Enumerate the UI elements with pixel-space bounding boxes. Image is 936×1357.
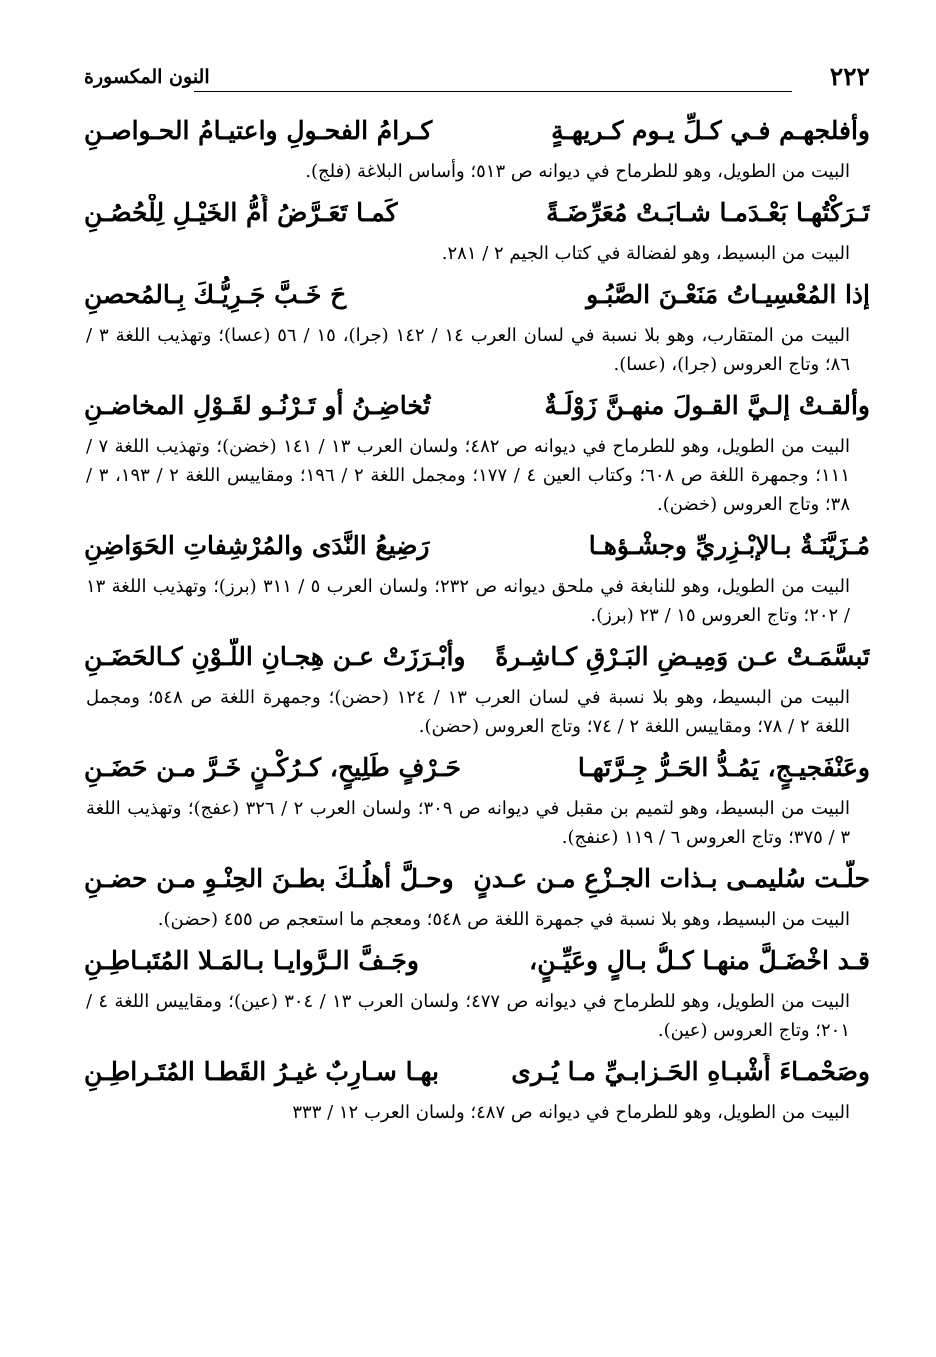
source-note: البيت من الطويل، وهو للطرماح في ديوانه ص ٥١٣؛ وأساس البلاغة (فلج).: [305, 161, 850, 182]
verse-entry: [84, 387, 870, 519]
first-hemistich: تَـرَكْتُهـا بَعْـدَمـا شـابَـتْ مُعَرِّضَـةً: [546, 198, 870, 227]
first-hemistich: وأفلجهـم فـي كـلِّ يـوم كـريهـةٍ: [551, 116, 870, 145]
first-hemistich: مُـزَيَّنَـةٌ بـالإبْـزِريِّ وجشْـؤهـا: [588, 531, 870, 560]
verse-entry: [84, 527, 870, 630]
second-hemistich: وأبْـرَزَتْ عـن هِجـانِ اللَّـوْنِ كـالحَضَـنِ: [84, 642, 466, 671]
verse-entry: [84, 276, 870, 379]
first-hemistich: وعَنْفَجيـجٍ، يَمُـدُّ الحَـرُّ جِـرَّتَهـا: [577, 753, 870, 782]
verse-entry: [84, 860, 870, 934]
second-hemistich: كـرامُ الفحـولِ واعتيـامُ الحـواصـنِ: [84, 116, 433, 145]
second-hemistich: حَـرْفٍ طَلِيحٍ، كـرُكْـنٍ خَـرَّ مـن حَضَـنِ: [84, 753, 462, 782]
verse-line: [84, 387, 870, 432]
second-hemistich: وجَـفَّ الـرَّوايـا بـالمَـلا المُتَبـاطِـنِ: [84, 946, 419, 975]
first-hemistich: تَبسَّمَـتْ عـن وَمِيـضِ البَـرْقِ كـاشِـرةً: [495, 642, 870, 671]
verse-entry: [84, 638, 870, 741]
second-hemistich: رَضِيعُ النَّدَى والمُرْشِفاتِ الحَوَاضِنِ: [84, 531, 430, 560]
verse-line: [84, 194, 870, 239]
verse-list: [84, 112, 870, 1135]
first-hemistich: وألقـتْ إلـيَّ القـولَ منهـنَّ زَوْلَـةٌ: [544, 391, 870, 420]
page-header: [84, 62, 870, 102]
source-note: البيت من الطويل، وهو للطرماح في ديوانه ص ٤٧٧؛ ولسان العرب ١٣ / ٣٠٤ (عين)؛ ومقاييس اللغة ٤ / ٢٠١؛ وتاج العروس (عين).: [86, 991, 850, 1041]
second-hemistich: تُخاضِـنُ أو تَـرْنُـو لقَـوْلِ المخاضـنِ: [84, 391, 431, 420]
source-note: البيت من البسيط، وهو لفضالة في كتاب الجيم ٢ / ٢٨١.: [441, 243, 850, 264]
source-note: البيت من البسيط، وهو بلا نسبة في لسان العرب ١٣ / ١٢٤ (حضن)؛ وجمهرة اللغة ص ٥٤٨؛ ومجمل اللغة ٢ / ٧٨؛ ومقاييس اللغة ٢ / ٧٤؛ وتاج العروس (حضن).: [86, 687, 850, 737]
first-hemistich: حلَّـت سُليمـى بـذات الجـزْعِ مـن عـدنٍ: [473, 864, 870, 893]
verse-entry: [84, 1053, 870, 1127]
page-number: ٢٢٢: [829, 62, 870, 91]
second-hemistich: وحـلَّ أهلُـكَ بطـنَ الحِنْـوِ مـن حضـنِ: [84, 864, 454, 893]
verse-line: [84, 638, 870, 683]
header-rule: [194, 91, 792, 92]
verse-entry: [84, 194, 870, 268]
verse-line: [84, 749, 870, 794]
source-note: البيت من المتقارب، وهو بلا نسبة في لسان العرب ١٤ / ١٤٢ (جرا)، ١٥ / ٥٦ (عسا)؛ وتهذيب اللغة ٣ / ٨٦؛ وتاج العروس (جرا)، (عسا).: [86, 325, 850, 375]
running-title: النون المكسورة: [84, 66, 210, 88]
verse-line: [84, 112, 870, 157]
source-note: البيت من البسيط، وهو لتميم بن مقبل في ديوانه ص ٣٠٩؛ ولسان العرب ٢ / ٣٢٦ (عفج)؛ وتهذيب اللغة ٣ / ٣٧٥؛ وتاج العروس ٦ / ١١٩ (عنفج).: [86, 798, 850, 848]
verse-entry: [84, 942, 870, 1045]
second-hemistich: بهـا سـارِبٌ غيـرُ القَطـا المُتَـراطِـنِ: [84, 1057, 440, 1086]
verse-line: [84, 942, 870, 987]
first-hemistich: وصَحْمـاءَ أَشْبـاهِ الحَـزابـيِّ مـا يُـرى: [511, 1057, 870, 1086]
source-note: البيت من البسيط، وهو بلا نسبة في جمهرة اللغة ص ٥٤٨؛ ومعجم ما استعجم ص ٤٥٥ (حضن).: [157, 909, 850, 930]
first-hemistich: إذا المُعْسِيـاتُ مَنَعْـنَ الصَّبُـو: [586, 280, 870, 309]
source-note: البيت من الطويل، وهو للطرماح في ديوانه ص ٤٨٢؛ ولسان العرب ١٣ / ١٤١ (خضن)؛ وتهذيب اللغة ٧ / ١١١؛ وجمهرة اللغة ص ٦٠٨؛ وكتاب العين ٤ / ١٧٧؛ ومجمل اللغة ٢ / ١٩٦؛ ومقاييس اللغة ٢ / ١٩٣، ٣ / ٣٨؛ وتاج العروس (خضن).: [86, 436, 851, 515]
verse-line: [84, 1053, 870, 1098]
verse-line: [84, 527, 870, 572]
verse-entry: [84, 112, 870, 186]
first-hemistich: قـد اخْضَـلَّ منهـا كـلُّ بـالٍ وعَيِّـنٍ،: [529, 946, 870, 975]
source-note: البيت من الطويل، وهو للطرماح في ديوانه ص ٤٨٧؛ ولسان العرب ١٢ / ٣٣٣: [292, 1102, 850, 1123]
source-note: البيت من الطويل، وهو للنابغة في ملحق ديوانه ص ٢٣٢؛ ولسان العرب ٥ / ٣١١ (برز)؛ وتهذيب اللغة ١٣ / ٢٠٢؛ وتاج العروس ١٥ / ٢٣ (برز).: [86, 576, 851, 626]
second-hemistich: حَ خَـبَّ جَـرِيُّـكَ بِـالمُحصنِ: [84, 280, 347, 309]
second-hemistich: كَمـا تَعَـرَّضُ أُمُّ الخَيْـلِ لِلْحُصُـنِ: [84, 198, 398, 227]
verse-entry: [84, 749, 870, 852]
verse-line: [84, 860, 870, 905]
verse-line: [84, 276, 870, 321]
